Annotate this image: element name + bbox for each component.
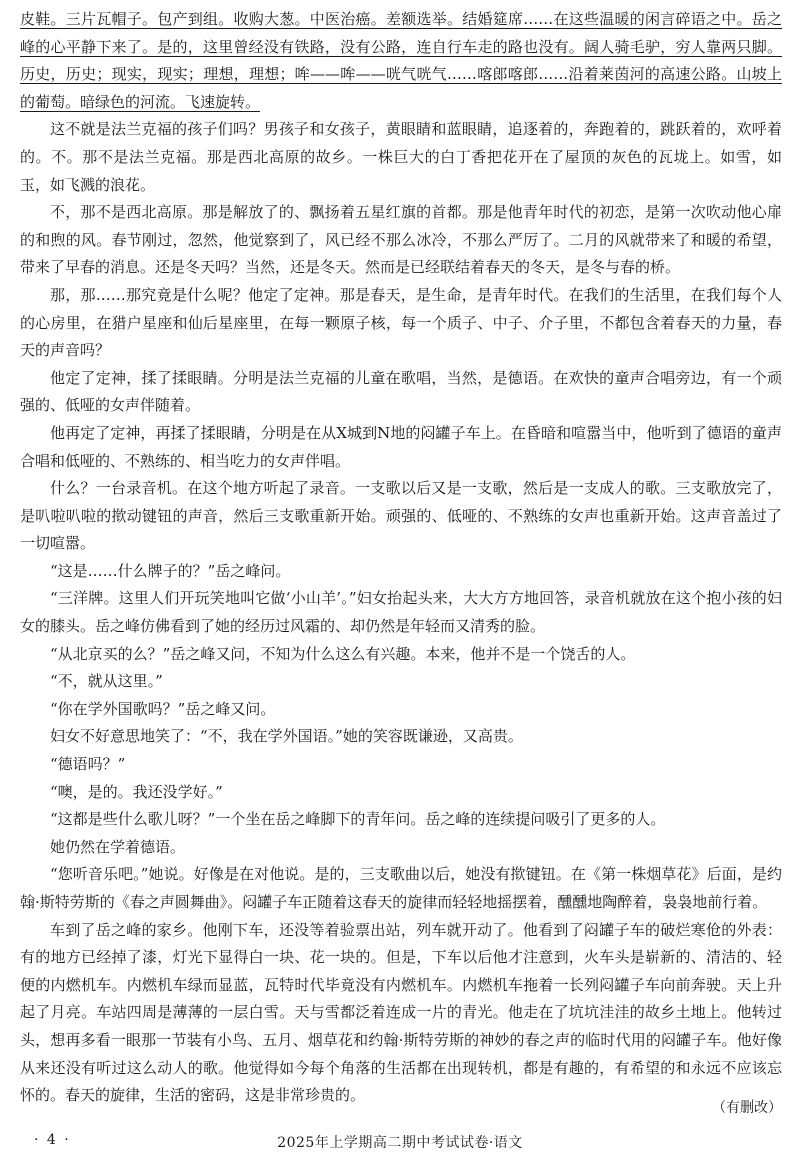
dialogue-line: “你在学外国歌吗？”岳之峰又问。 (50, 699, 276, 718)
dialogue-line: “不，就从这里。” (50, 672, 163, 691)
paragraph: 这不就是法兰克福的孩子们吗？男孩子和女孩子，黄眼睛和蓝眼睛，追逐着的，奔跑着的，跳跃着的，欢呼着的。不。那不是法兰克福。那是西北高原的故乡。一株巨大的白丁香把花开在了屋顶的灰色的瓦垅上。如雪，如玉，如飞溅的浪花。 (20, 120, 782, 194)
page-number: · 4 · (34, 1132, 71, 1148)
paragraph: 那，那……那究竟是什么呢？他定了定神。那是春天，是生命，是青年时代。在我们的生活里，在我们每个人的心房里，在猎户星座和仙后星座里，在每一颗原子核，每一个质子、中子、介子里，不都包含着春天的力量，春天的声音吗？ (20, 285, 782, 360)
dialogue-line: “这是……什么牌子的？”岳之峰问。 (50, 561, 291, 580)
dialogue-line: “噢，是的。我还没学好。” (50, 782, 223, 801)
paragraph: 不，那不是西北高原。那是解放了的、飘扬着五星红旗的首都。那是他青年时代的初恋，是第一次吹动他心扉的和煦的风。春节刚过，忽然，他觉察到了，风已经不那么冰冷，不那么严厉了。二月的风就带来了和暖的希望，带来了早春的消息。还是冬天吗？当然，还是冬天。然而是已经联结着春天的冬天，是冬与春的桥。 (20, 203, 782, 277)
paragraph: 他再定了定神，再揉了揉眼睛，分明是在从X城到N地的闷罐子车上。在昏暗和喧嚣当中，他听到了德语的童声合唱和低哑的、不熟练的、相当吃力的女声伴唱。 (20, 423, 782, 470)
dialogue-line: 妇女不好意思地笑了：“不，我在学外国语。”她的笑容既谦逊，又高贵。 (50, 727, 523, 746)
paragraph: 她仍然在学着德语。 (50, 837, 186, 856)
page-footer (0, 1132, 800, 1156)
paragraph: 什么？一台录音机。在这个地方听起了录音。一支歌以后又是一支歌，然后是一支成人的歌。三支歌放完了，是叭啦叭啦的揿动键钮的声音，然后三支歌重新开始。顽强的、低哑的、不熟练的女声也重新开始。这声音盖过了一切喧嚣。 (20, 479, 782, 553)
dialogue-line: “从北京买的么？”岳之峰又问，不知为什么这么有兴趣。本来，他并不是一个饶舌的人。 (50, 644, 636, 663)
dialogue-line: “德语吗？” (50, 755, 126, 774)
exam-title: 2025年上学期高二期中考试试卷·语文 (277, 1135, 523, 1151)
passage-container (20, 6, 782, 1110)
underlined-passage-text: 皮鞋。三片瓦帽子。包产到组。收购大葱。中医治癌。差额选举。结婚筵席……在这些温暖的闲言碎语之中。岳之峰的心平静下来了。是的，这里曾经没有铁路，没有公路，连自行车走的路也没有。阔人骑毛驴，穷人靠两只脚。历史，历史；现实，现实；理想，理想；哞——哞——咣气咣气……喀郎喀郎……沿着莱茵河的高速公路。山坡上的葡萄。暗绿色的河流。飞速旋转。 (20, 10, 782, 111)
underlined-passage (20, 6, 782, 116)
dialogue-line: “这都是些什么歌儿呀？”一个坐在岳之峰脚下的青年问。岳之峰的连续提问吸引了更多的人。 (50, 810, 666, 829)
paragraph: 他定了定神，揉了揉眼睛。分明是法兰克福的儿童在歌唱，当然，是德语。在欢快的童声合唱旁边，有一个顽强的、低哑的女声伴随着。 (20, 368, 782, 415)
paragraph: “您听音乐吧。”她说。好像是在对他说。是的，三支歌曲以后，她没有揿键钮。在《第一株烟草花》后面，是约翰·斯特劳斯的《春之声圆舞曲》。闷罐子车正随着这春天的旋律而轻轻地摇摆着，醺醺地陶醉着，袅袅地前行着。 (20, 865, 782, 911)
source-note: （有删改） (712, 1100, 782, 1116)
paragraph: 车到了岳之峰的家乡。他刚下车，还没等着验票出站，列车就开动了。他看到了闷罐子车的破烂寒伧的外表：有的地方已经掉了漆，灯光下显得白一块、花一块的。但是，下车以后他才注意到，火车头是崭新的、清洁的、轻便的内燃机车。内燃机车绿而显蓝，瓦特时代毕竟没有内燃机车。内燃机车拖着一长列闷罐子车向前奔驶。天上升起了月亮。车站四周是薄薄的一层白雪。天与雪都泛着连成一片的青光。他走在了坑坑洼洼的故乡土地上。他转过头，想再多看一眼那一节装有小鸟、五月、烟草花和约翰·斯特劳斯的神妙的春之声的临时代用的闷罐子车。他好像从来还没有听过这么动人的歌。他觉得如今每个角落的生活都在出现转机，都是有趣的，有希望的和永远不应该忘怀的。春天的旋律，生活的密码，这是非常珍贵的。 (20, 920, 782, 1105)
dialogue-line: “三洋牌。这里人们开玩笑地叫它做‘小山羊’。”妇女抬起头来，大大方方地回答，录音机就放在这个抱小孩的妇女的膝头。岳之峰仿佛看到了她的经历过风霜的、却仍然是年轻而又清秀的脸。 (20, 589, 782, 636)
